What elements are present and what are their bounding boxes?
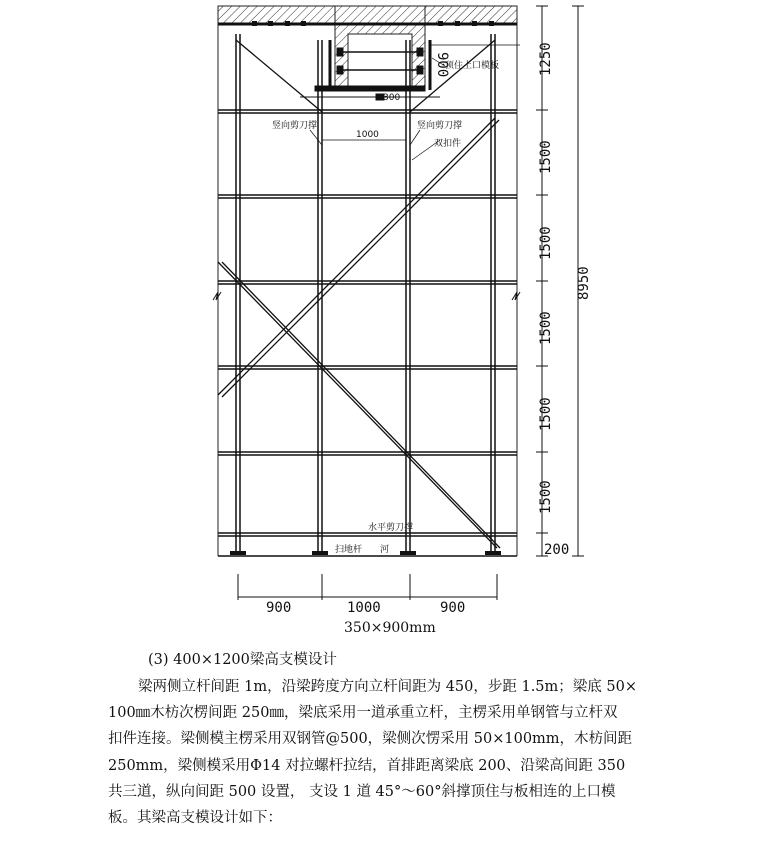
sweep-rod-label: 扫地杆 [335, 545, 363, 555]
top-form-label: 顶住上口模板 [445, 61, 500, 71]
horizontal-dim-chain [238, 574, 497, 600]
hdim-900-left: 900 [266, 600, 292, 616]
dim-1500-c: 1500 [538, 311, 554, 345]
dim-1250: 1250 [538, 42, 554, 76]
bottom-tick-label: 河 [380, 545, 390, 555]
dim-200: 200 [544, 542, 570, 558]
paragraph-line-1: 梁两侧立杆间距 1m，沿梁跨度方向立杆间距为 450，步距 1.5m；梁底 50× [138, 679, 637, 695]
beam-height-label: 900 [434, 52, 450, 78]
section-heading: (3) 400×1200梁高支模设计 [148, 652, 337, 668]
vertical-poles [236, 34, 495, 552]
hdim-900-right: 900 [440, 600, 466, 616]
paragraph-line-5: 共三道，纵向间距 500 设置， 支设 1 道 45°～60°斜撑顶住与板相连的上口模 [108, 783, 616, 800]
dim-total-8950: 8950 [576, 266, 592, 300]
gap-mark-label: 300 [383, 93, 401, 103]
inner-span-label: 1000 [356, 130, 379, 140]
floor-slab [218, 6, 517, 86]
hdim-1000: 1000 [347, 600, 381, 616]
drawing-caption: 350×900mm [344, 620, 436, 636]
scissor-braces [218, 40, 500, 548]
dim-1500-b: 1500 [538, 226, 554, 260]
dim-1500-e: 1500 [538, 480, 554, 514]
dim-1500-a: 1500 [538, 140, 554, 174]
section-paragraph [108, 674, 668, 831]
vertical-scissor-left-label: 竖向剪刀撑 [272, 121, 318, 131]
horizontal-scissor-label: 水平剪刀撑 [368, 523, 414, 533]
double-fastener-label: 双扣件 [434, 139, 462, 149]
paragraph-line-3: 扣件连接。梁侧模主楞采用双钢管@500，梁侧次愣采用 50×100mm，木枋间距 [108, 731, 633, 748]
dim-1500-d: 1500 [538, 397, 554, 431]
horizontal-ledgers [218, 110, 517, 536]
base-plates [230, 551, 501, 555]
break-marks [213, 292, 520, 300]
paragraph-line-4: 250mm，梁侧模采用Φ14 对拉螺杆拉结，首排距离梁底 200、沿梁高间距 350 [108, 757, 626, 774]
paragraph-line-6: 板。其梁高支模设计如下： [108, 810, 282, 827]
paragraph-line-2: 100㎜木枋次楞间距 250㎜，梁底采用一道承重立杆，主楞采用单钢管与立杆双 [108, 705, 618, 722]
vertical-scissor-right-label: 竖向剪刀撑 [417, 121, 463, 131]
